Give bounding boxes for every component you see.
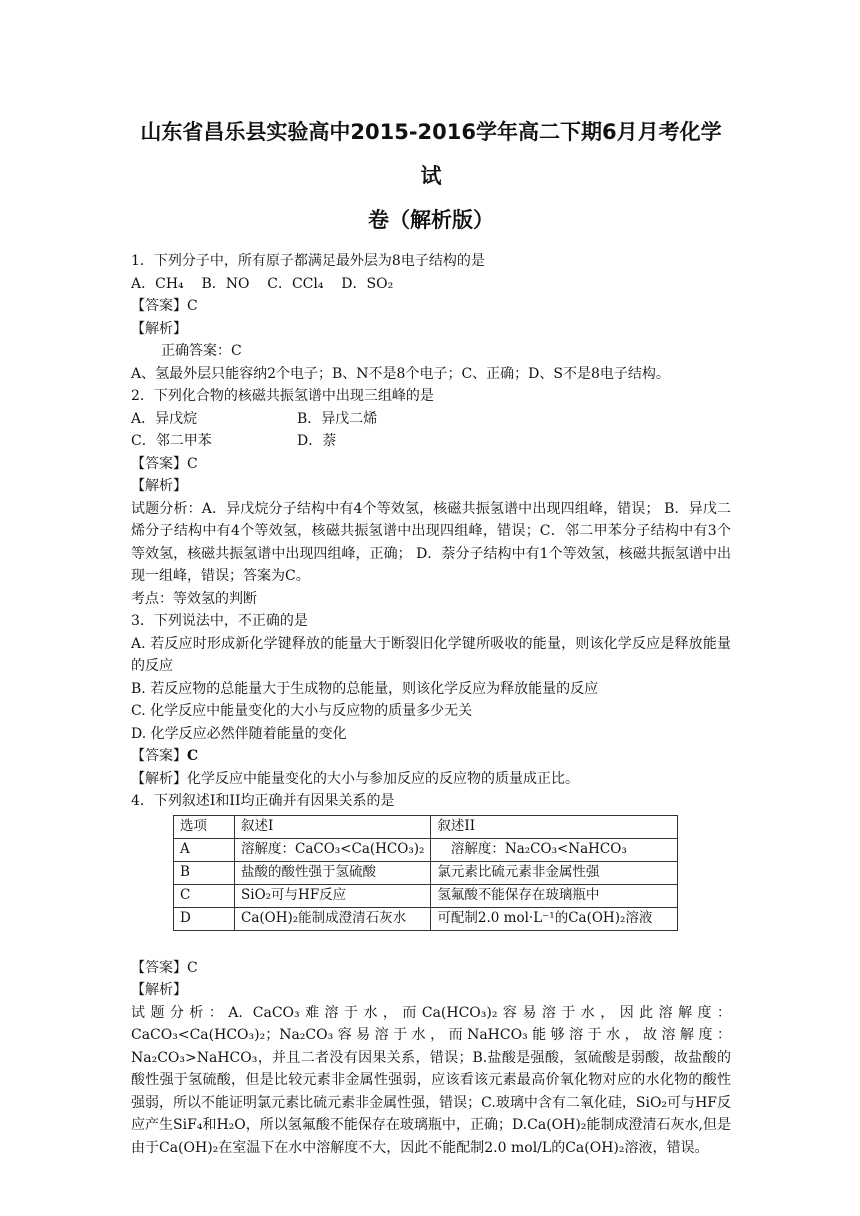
table-cell: 溶解度：Na₂CO₃<NaHCO₃ [431, 838, 678, 861]
table-cell: 氯元素比硫元素非金属性强 [431, 861, 678, 884]
table-row [174, 884, 678, 907]
table-row [174, 907, 678, 930]
q1-analysis-line-2: A、氢最外层只能容纳2个电子；B、N不是8个电子；C、正确；D、S不是8电子结构。 [131, 365, 670, 382]
q4-table [173, 815, 678, 931]
q3-answer-label: 【答案】 [131, 748, 187, 764]
title-line-1: 山东省昌乐县实验高中2015-2016学年高二下期6月月考化学试 [140, 120, 722, 188]
table-cell: B [174, 861, 235, 884]
exam-body [131, 250, 731, 1159]
title-line-2: 卷（解析版） [368, 208, 494, 232]
q1-analysis-line-1: 正确答案：C [161, 343, 242, 359]
table-row [174, 861, 678, 884]
q3-stem: 3．下列说法中，不正确的是 [131, 613, 308, 629]
q4-analysis-label: 【解析】 [131, 982, 187, 998]
table-cell: SiO₂可与HF反应 [235, 884, 431, 907]
table-cell: 溶解度：CaCO₃<Ca(HCO₃)₂ [235, 838, 431, 861]
q2-point: 考点：等效氢的判断 [131, 590, 257, 607]
table-cell: Ca(OH)₂能制成澄清石灰水 [235, 907, 431, 930]
q3-answer-value: C [187, 748, 199, 764]
q2-stem: 2．下列化合物的核磁共振氢谱中出现三组峰的是 [131, 388, 434, 404]
spacer [131, 931, 731, 957]
q2-analysis-label: 【解析】 [131, 478, 187, 494]
table-row [174, 838, 678, 861]
table-cell: D [174, 907, 235, 930]
q2-option-a: A．异戊烷 [131, 410, 198, 427]
table-cell: 盐酸的酸性强于氢硫酸 [235, 861, 431, 884]
page-title [131, 110, 731, 242]
table-header-row [174, 815, 678, 838]
q3-option-d: D. 化学反应必然伴随着能量的变化 [131, 725, 347, 742]
q2-answer: 【答案】C [131, 455, 198, 472]
q3-analysis: 【解析】化学反应中能量变化的大小与参加反应的反应物的质量成正比。 [131, 770, 579, 787]
q2-options-row-1 [131, 408, 731, 431]
table-cell: 可配制2.0 mol·L⁻¹的Ca(OH)₂溶液 [431, 907, 678, 930]
q1-analysis-label: 【解析】 [131, 320, 187, 337]
table-cell: 氢氟酸不能保存在玻璃瓶中 [431, 884, 678, 907]
q3-option-a: A. 若反应时形成新化学键释放的能量大于断裂旧化学键所吸收的能量，则该化学反应是释放能量的反应 [131, 635, 731, 674]
exam-page [131, 110, 731, 1159]
q4-analysis: 试题分析：A. CaCO₃难溶于水，而Ca(HCO₃)₂容易溶于水，因此溶解度：CaCO₃<Ca(HCO₃)₂；Na₂CO₃容易溶于水，而NaHCO₃能够溶于水，故溶解度：Na₂CO₃>NaHCO₃，并且二者没有因果关系，错误；B.盐酸是强酸，氢硫酸是弱酸，故盐酸的酸性强于氢硫酸，但是比较元素非金属性强弱，应该看该元素最高价氧化物对应的水化物的酸性强弱，所以不能证明氯元素比硫元素非金属性强，错误；C.玻璃中含有二氧化硅，SiO₂可与HF反应产生SiF₄和H₂O，所以氢氟酸不能保存在玻璃瓶中，正确；D.Ca(OH)₂能制成澄清石灰水,但是由于Ca(OH)₂在室温下在水中溶解度不大，因此不能配制2.0 mol/L的Ca(OH)₂溶液，错误。 [131, 1004, 731, 1156]
q3-option-b: B. 若反应物的总能量大于生成物的总能量，则该化学反应为释放能量的反应 [131, 680, 599, 697]
q2-analysis: 试题分析：A．异戊烷分子结构中有4个等效氢，核磁共振氢谱中出现四组峰，错误； B．异戊二烯分子结构中有4个等效氢，核磁共振氢谱中出现四组峰，错误；C．邻二甲苯分子结构中有3个等效氢，核磁共振氢谱中出现四组峰，正确； D．萘分子结构中有1个等效氢，核磁共振氢谱中出现一组峰，错误；答案为C。 [131, 500, 731, 584]
table-cell: C [174, 884, 235, 907]
q1-answer: 【答案】C [131, 298, 198, 314]
table-cell: A [174, 838, 235, 861]
table-header-cell: 叙述I [235, 815, 431, 838]
q1-options: A．CH₄ B．NO C．CCl₄ D．SO₂ [131, 275, 394, 292]
q2-option-b: B．异戊二烯 [297, 410, 378, 427]
q4-stem: 4．下列叙述I和II均正确并有因果关系的是 [131, 793, 395, 809]
q2-option-d: D．萘 [297, 433, 337, 449]
q3-answer [131, 745, 731, 768]
table-header-cell: 选项 [174, 815, 235, 838]
q1-stem: 1．下列分子中，所有原子都满足最外层为8电子结构的是 [131, 253, 485, 269]
q2-option-c: C．邻二甲苯 [131, 433, 212, 449]
q3-option-c: C. 化学反应中能量变化的大小与反应物的质量多少无关 [131, 703, 473, 719]
q4-answer: 【答案】C [131, 959, 198, 976]
table-header-cell: 叙述II [431, 815, 678, 838]
q2-options-row-2 [131, 430, 731, 453]
